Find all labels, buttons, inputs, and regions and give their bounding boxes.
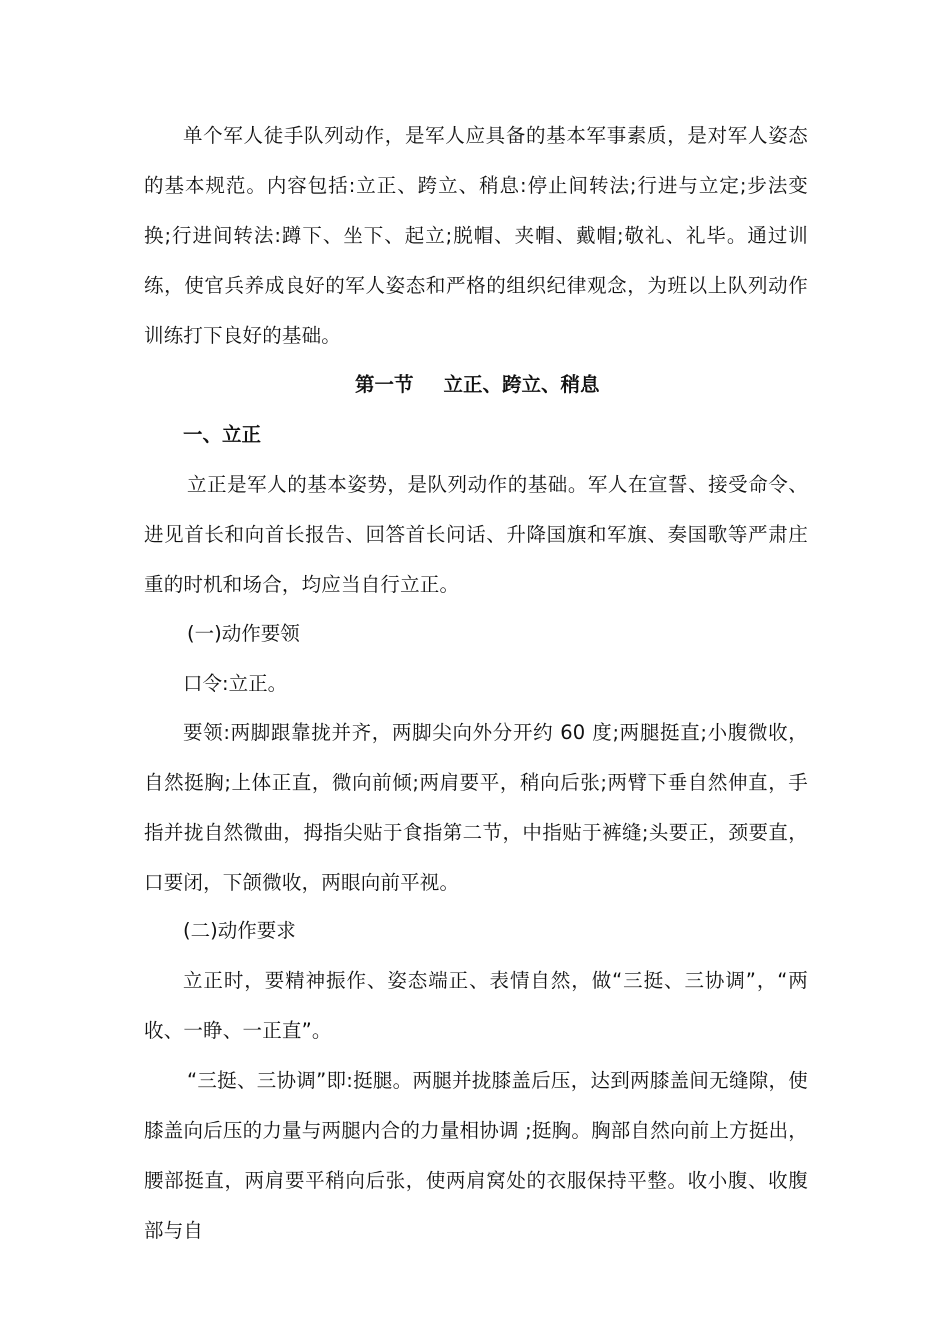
requirements-paragraph: 立正时，要精神振作、姿态端正、表情自然，做“三挺、三协调”，“两收、一睁、一正直”。 (144, 969, 808, 1042)
essentials-paragraph: 要领:两脚跟靠拢并齐，两脚尖向外分开约 60 度;两腿挺直;小腹微收，自然挺胸;上体正直，微向前倾;两肩要平，稍向后张;两臂下垂自然伸直，手指并拢自然微曲，拇指尖贴于食指第二节，中指贴于裤缝;头要正，颈要直，口要闭，下颌微收，两眼向前平视。 (144, 721, 808, 894)
section-number: 第一节 (355, 373, 414, 396)
lizheng-intro-paragraph: 立正是军人的基本姿势，是队列动作的基础。军人在宣誓、接受命令、进见首长和向首长报告、回答首长问话、升降国旗和军旗、奏国歌等严肃庄重的时机和场合，均应当自行立正。 (144, 473, 808, 596)
subheading-essentials: (一)动作要领 (187, 622, 300, 645)
subheading-requirements: (二)动作要求 (183, 919, 296, 942)
section-title (355, 360, 600, 410)
detail-paragraph: “三挺、三协调”即:挺腿。两腿并拢膝盖后压，达到两膝盖间无缝隙，使膝盖向后压的力量与两腿内合的力量相协调 ;挺胸。胸部自然向前上方挺出，腰部挺直，两肩要平稍向后张，使两肩窝处的衣服保持平整。收小腹、收腹部与自 (144, 1069, 808, 1242)
intro-paragraph: 单个军人徒手队列动作，是军人应具备的基本军事素质，是对军人姿态的基本规范。内容包括:立正、跨立、稍息:停止间转法;行进与立定;步法变换;行进间转法:蹲下、坐下、起立;脱帽、夹帽、戴帽;敬礼、礼毕。通过训练，使官兵养成良好的军人姿态和严格的组织纪律观念，为班以上队列动作训练打下良好的基础。 (144, 124, 808, 347)
command-line: 口令:立正。 (183, 672, 288, 695)
section-name: 立正、跨立、稍息 (443, 373, 600, 396)
heading-lizheng: 一、立正 (183, 423, 262, 446)
